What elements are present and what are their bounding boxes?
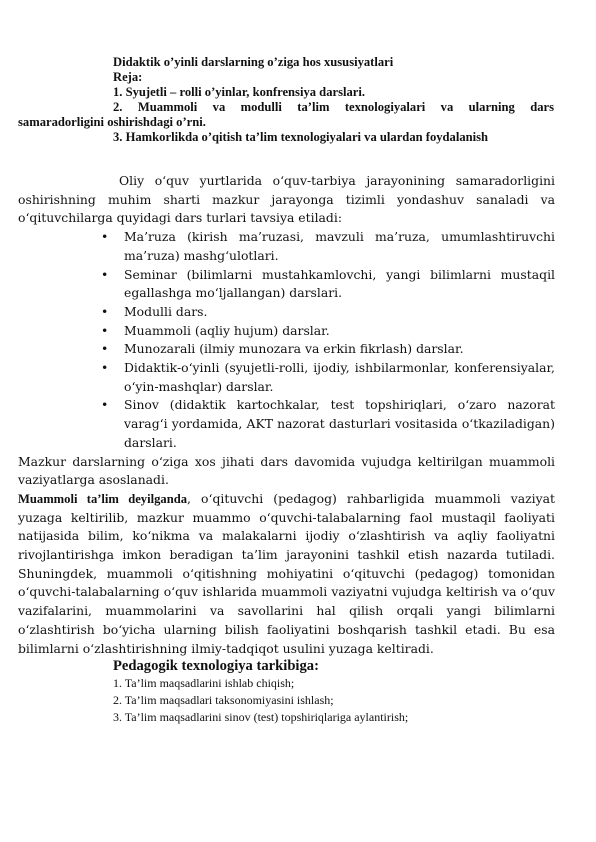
bullet-icon: •	[101, 229, 109, 245]
problem-learning-paragraph: Muammoli ta’lim deyilganda, o‘qituvchi (pedagog) rahbarligida muammoli vaziyat yuzaga keltirilib, mazkur muammo o‘quvchi-talabalarning faol mustaqil faoliyati natijasida bilim, ko‘nikma va malakalarni ijodiy o‘zlashtirish va aqliy faoliyatni rivojlantirishga imkon beradigan ta’lim jarayonini tashkil etish nazarda tutiladi. Shuningdek, muammoli o‘qitishning mohiyatini o‘qituvchi (pedagog) tomonidan o‘quvchi-talabalarning o‘quv ishlarida muammoli vaziyatni vujudga keltirish va o‘quv vazifalarini, muammolarini va savollarini hal qilish orqali yangi bilimlarni o‘zlashtirish bo‘yicha ularning bilish faoliyatini boshqarish tashkil etadi. Bu esa bilimlarni o‘zlashtirishning ilmiy-tadqiqot usulini yuzaga keltiradi.	[18, 490, 555, 656]
list-item: • Modulli dars.	[0, 303, 596, 322]
main-text	[0, 172, 596, 726]
bullet-icon: •	[101, 266, 109, 282]
list-item: • Sinov (didaktik kartochkalar, test topshiriqlari, o‘zaro nazorat varag‘i yordamida, AKT nazorat dasturlari vositasida o‘tkaziladigan) darslari.	[101, 397, 555, 450]
plan-item-2-continued: samaradorligini oshirishdagi o’rni.	[18, 115, 206, 129]
document-title: Didaktik o’yinli darslarning o’ziga hos xususiyatlari	[113, 55, 394, 69]
bullet-icon: •	[101, 397, 109, 413]
pedagogical-list	[0, 675, 596, 726]
plan-item-3: 3. Hamkorlikda o’qitish ta’lim texnologiyalari va ulardan foydalanish	[113, 130, 489, 144]
plan-item-1: 1. Syujetli – rolli o’yinlar, konfrensiya darslari.	[113, 85, 366, 99]
bullet-icon: •	[101, 360, 109, 376]
intro-first-line: Oliy o‘quv yurtlarida o‘quv-tarbiya jarayonining samaradorligini	[119, 173, 555, 188]
problem-learning-term: Muammoli ta’lim deyilganda	[18, 491, 188, 506]
list-item: 1. Ta’lim maqsadlarini ishlab chiqish;	[113, 676, 295, 691]
list-item: • Seminar (bilimlarni mustahkamlovchi, yangi bilimlarni mustaqil egallashga mo‘ljallangan) darslari.	[101, 266, 555, 301]
list-item: • Ma’ruza (kirish ma’ruzasi, mavzuli ma’ruza, umumlashtiruvchi ma’ruza) mashg‘ulotlari.	[101, 229, 555, 263]
bullet-icon: •	[101, 303, 109, 319]
plan-label: Reja:	[113, 70, 143, 84]
list-item: • Didaktik-o‘yinli (syujetli-rolli, ijodiy, ishbilarmonlar, konferensiyalar, o‘yin-mashqlar) darslar.	[101, 360, 555, 394]
plan-header	[0, 55, 596, 145]
intro-paragraph	[0, 172, 596, 228]
problem-learning-text: o‘qituvchi (pedagog) rahbarligida muammoli vaziyat yuzaga keltirilib, mazkur muammo o‘quvchi-talabalarning faol mustaqil faoliyati natijasida bilim, ko‘nikma va malakalarni ijodiy o‘zlashtirish va aqliy faoliyatni rivojlantirishga imkon beradigan ta’lim jarayonini tashkil etish nazarda tutiladi. Shuningdek, muammoli o‘qitishning mohiyatini o‘qituvchi (pedagog) tomonidan o‘quvchi-talabalarning o‘quv ishlarida muammoli vaziyatni vujudga keltirish va o‘quv vazifalarini, muammolarini va savollarini hal qilish orqali yangi bilimlarni o‘zlashtirish bo‘yicha ularning bilish faoliyatini boshqarish tashkil etadi. Bu esa bilimlarni o‘zlashtirishning ilmiy-tadqiqot usulini yuzaga keltiradi.	[18, 490, 555, 656]
list-item: 3. Ta’lim maqsadlarini sinov (test) topshiriqlariga aylantirish;	[113, 710, 409, 725]
bullet-icon: •	[101, 341, 109, 357]
intro-rest: oshirishning muhim sharti mazkur jarayonga tizimli yondashuv sanaladi va o‘qituvchilarga quyidagi dars turlari tavsiya etiladi:	[18, 191, 555, 226]
bullet-icon: •	[101, 322, 109, 338]
pedagogical-heading: Pedagogik texnologiya tarkibiga:	[113, 658, 319, 675]
plan-item-2: 2. Muammoli va modulli ta’lim texnologiyalari va ularning dars	[113, 100, 554, 114]
summary-paragraph: Mazkur darslarning o‘ziga xos jihati dars davomida vujudga keltirilgan muammoli vaziyatlarga asoslanadi.	[18, 453, 555, 488]
lesson-types-list	[0, 228, 596, 452]
list-item: • Muammoli (aqliy hujum) darslar.	[0, 322, 596, 341]
list-item: • Munozarali (ilmiy munozara va erkin fikrlash) darslar.	[0, 340, 596, 359]
list-item: 2. Ta’lim maqsadlari taksonomiyasini ishlash;	[113, 693, 334, 708]
